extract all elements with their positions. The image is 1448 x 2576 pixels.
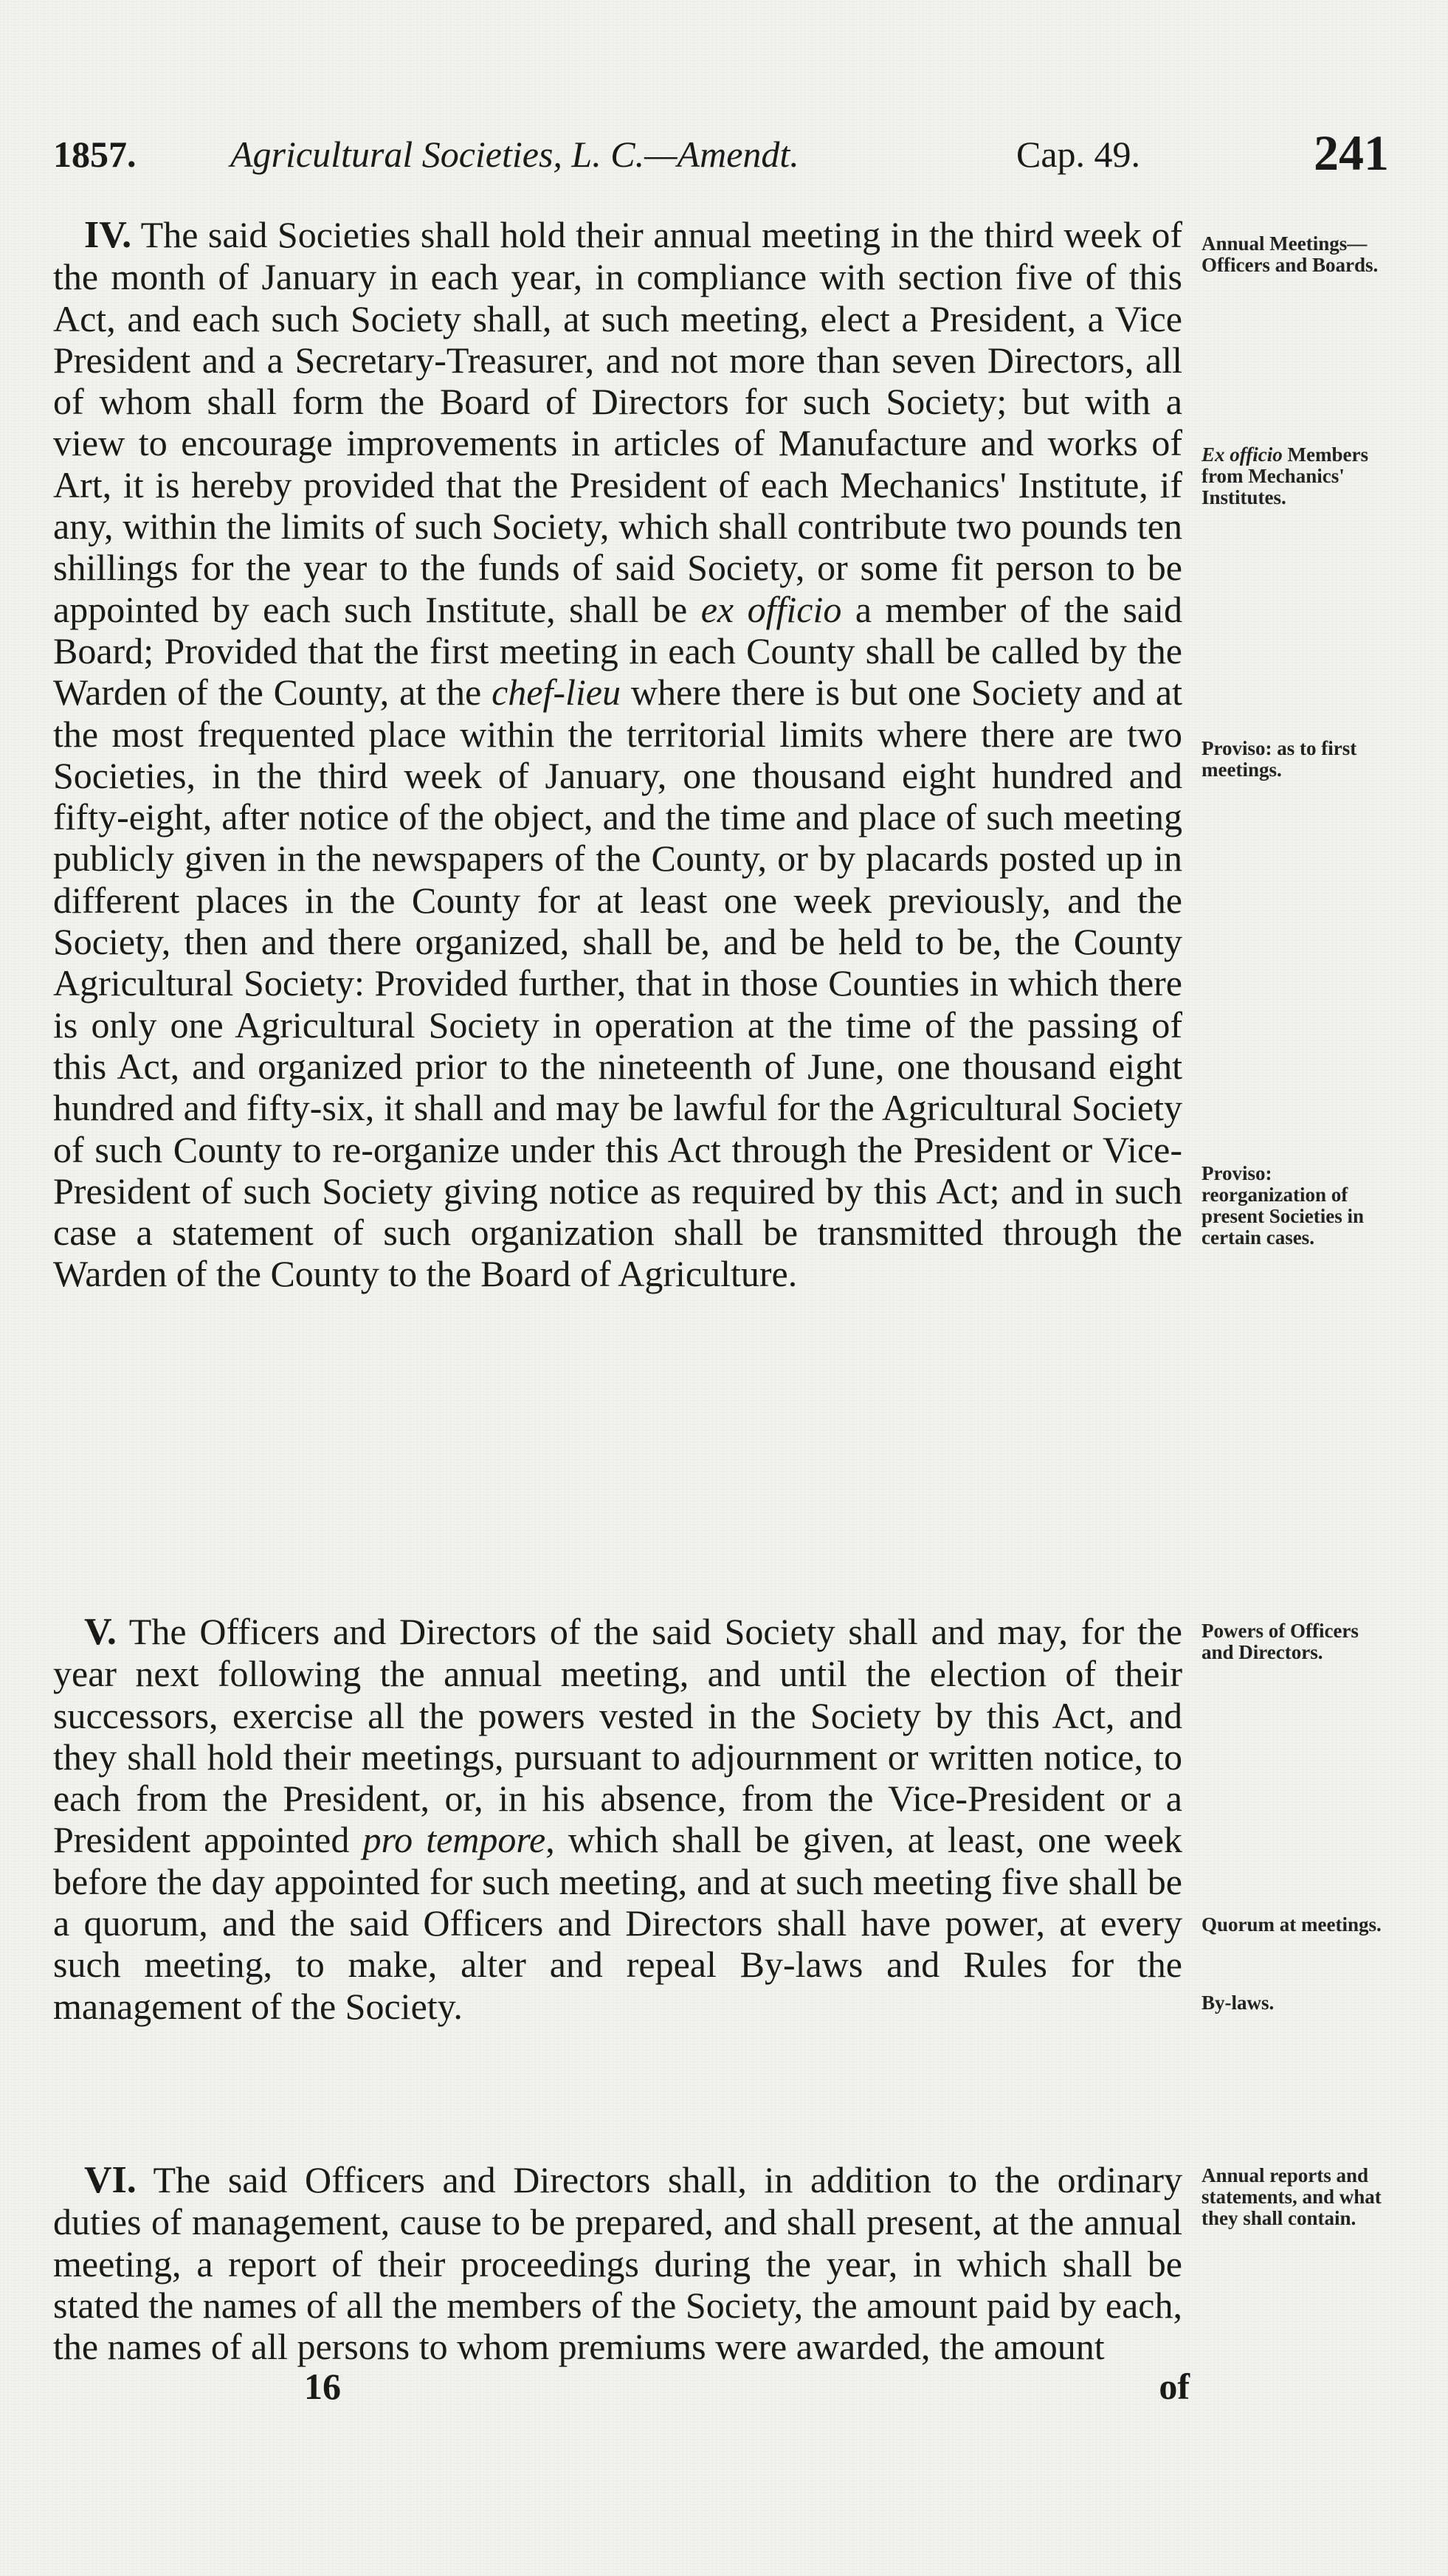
section-vi bbox=[53, 2159, 1182, 2367]
section-text-italic: pro tempore bbox=[362, 1819, 546, 1861]
section-number: VI. bbox=[84, 2159, 137, 2201]
section-number: IV. bbox=[84, 214, 132, 256]
section-vi-paragraph bbox=[53, 2159, 1182, 2367]
section-number: V. bbox=[84, 1611, 117, 1653]
header-year: 1857. bbox=[53, 134, 137, 175]
section-text: The said Officers and Directors shall, in addition to the ordinary duties of management, cause to be prepared, and shall present, at the annual meeting, a report of their proceedings during the year, in which shall be stated the names of all the members of the Society, the amount paid by each, the names of all persons to whom premiums were awarded, the amount bbox=[53, 2159, 1182, 2368]
margin-note-annual-reports: Annual reports and statements, and what they shall contain. bbox=[1202, 2164, 1382, 2229]
section-text: , which shall be given, at least, one week before the day appointed for such meeting, and at such meeting five shall be a quorum, and the said Officers and Directors shall have power, at every such meeting, to make, alter and repeal By-laws and Rules for the management of the Society. bbox=[53, 1819, 1182, 2027]
section-text-italic: ex officio bbox=[700, 588, 842, 630]
header-title: Agricultural Societies, L. C.—Amendt. bbox=[230, 134, 799, 175]
section-text: a member of the said Board; Provided that the first meeting in each County shall be called by the Warden of the County, at the bbox=[53, 588, 1182, 714]
margin-note-bylaws: By-laws. bbox=[1202, 1992, 1275, 2014]
margin-note-powers: Powers of Officers and Directors. bbox=[1202, 1620, 1359, 1663]
margin-note-ex-officio-lead: Ex officio bbox=[1202, 443, 1283, 466]
section-text-italic: chef-lieu bbox=[492, 671, 621, 714]
section-iv-paragraph bbox=[53, 214, 1182, 1295]
catchword: of bbox=[1159, 2366, 1190, 2407]
section-v bbox=[53, 1611, 1182, 2027]
section-v-paragraph bbox=[53, 1611, 1182, 2027]
running-header bbox=[53, 125, 1389, 199]
margin-note-ex-officio bbox=[1202, 444, 1386, 508]
header-chapter: Cap. 49. bbox=[1016, 134, 1141, 175]
section-text: The Officers and Directors of the said Society shall and may, for the year next following the annual meeting, and until the election of their successors, exercise all the powers vested in the Society by this Act, and they shall hold their meetings, pursuant to adjournment or written notice, to each from the President, or, in his absence, from the Vice-President or a President appointed bbox=[53, 1611, 1182, 1861]
margin-note-first-meetings: Proviso: as to first meetings. bbox=[1202, 737, 1357, 781]
page-footer bbox=[53, 2365, 1190, 2409]
margin-note-reorganization: Proviso: reorganization of present Societies in certain cases. bbox=[1202, 1162, 1364, 1249]
signature-mark: 16 bbox=[304, 2366, 341, 2407]
section-text: where there is but one Society and at the most frequented place within the territorial limits where there are two Societies, in the third week of January, one thousand eight hundred and fifty-eight, after notice of the object, and the time and place of such meeting publicly given in the newspapers of the County, or by placards posted up in different places in the County for at least one week previously, and the Society, then and there organized, shall be, and be held to be, the County Agricultural Society: Provided further, that in those Counties in which there is only one Agricultural Society in operation at the time of the passing of this Act, and organized prior to the nineteenth of June, one thousand eight hundred and fifty-six, it shall and may be lawful for the Agricultural Society of such County to re-organize under this Act through the President or Vice-President of such Society giving notice as required by this Act; and in such case a statement of such organization shall be transmitted through the Warden of the County to the Board of Agriculture. bbox=[53, 671, 1182, 1295]
section-text: The said Societies shall hold their annual meeting in the third week of the month of January in each year, in compliance with section five of this Act, and each such Society shall, at such meeting, elect a President, a Vice President and a Secretary-Treasurer, and not more than seven Directors, all of whom shall form the Board of Directors for such Society; but with a view to encourage improvements in articles of Manufacture and works of Art, it is hereby provided that the President of each Mechanics' Institute, if any, within the limits of such Society, which shall contribute two pounds ten shillings for the year to the funds of said Society, or some fit person to be appointed by each such Institute, shall be bbox=[53, 214, 1182, 630]
margin-note-annual-meetings: Annual Meetings—Officers and Boards. bbox=[1202, 232, 1379, 276]
margin-note-quorum: Quorum at meetings. bbox=[1202, 1913, 1382, 1936]
page-number: 241 bbox=[1314, 125, 1389, 181]
section-iv bbox=[53, 214, 1182, 1295]
margin-note-ex-officio-rest: Members from Mechanics' Institutes. bbox=[1202, 443, 1368, 508]
